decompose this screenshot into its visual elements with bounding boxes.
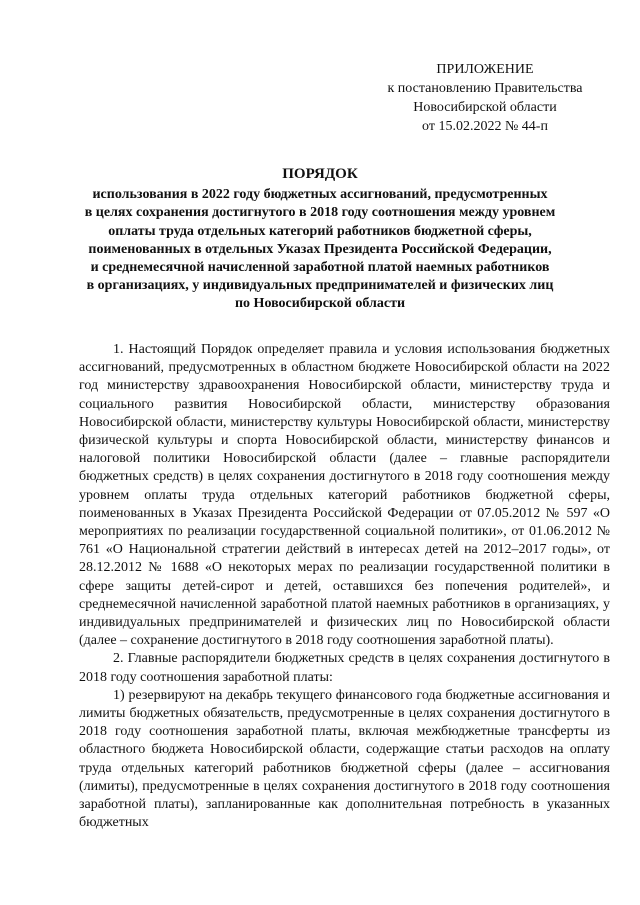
appendix-region: Новосибирской области (413, 100, 557, 115)
title-line-5: и среднемесячной начисленной заработной платой наемных работников (90, 260, 550, 276)
title-line-1: использования в 2022 году бюджетных ассигнований, предусмотренных (92, 187, 548, 203)
paragraph-2-item-1: 1) резервируют на декабрь текущего финансового года бюджетные ассигнования и лимиты бюджетных обязательств, предусмотренные в целях сохранения достигнутого в 2018 году соотношения заработной платы, включая межбюджетные трансферты из областного бюджета Новосибирской области, содержащие статьи расходов на оплату труда отдельных категорий работников бюджетной сферы (далее – ассигнования (лимиты), предусмотренные в целях сохранения достигнутого в 2018 году соотношения заработной платы), запланированные как дополнительная потребность в указанных бюджетных (79, 687, 610, 831)
title-line-7: по Новосибирской области (234, 296, 406, 312)
appendix-date-number: от 15.02.2022 № 44-п (422, 119, 548, 134)
title-line-3: оплаты труда отдельных категорий работников бюджетной сферы, (108, 223, 532, 239)
appendix-block (380, 60, 590, 136)
document-title (60, 165, 580, 314)
title-line-2: в целях сохранения достигнутого в 2018 году соотношения между уровнем (84, 205, 556, 221)
appendix-decree-ref: к постановлению Правительства (387, 81, 583, 96)
paragraph-2: 2. Главные распорядители бюджетных средств в целях сохранения достигнутого в 2018 году соотношения заработной платы: (79, 651, 610, 685)
title-line-6: в организациях, у индивидуальных предпринимателей и физических лиц (86, 278, 554, 294)
title-heading: ПОРЯДОК (282, 166, 358, 182)
title-line-4: поименованных в отдельных Указах Президента Российской Федерации, (88, 241, 552, 257)
document-body (79, 341, 610, 832)
appendix-label: ПРИЛОЖЕНИЕ (436, 62, 534, 77)
paragraph-1: 1. Настоящий Порядок определяет правила и условия использования бюджетных ассигнований, предусмотренных в областном бюджете Новосибирской области на 2022 год министерству здравоохранения Новосибирской области, министерству труда и социального развития Новосибирской области, министерству образования Новосибирской области, министерству культуры Новосибирской области, министерству физической культуры и спорта Новосибирской области, министерству финансов и налоговой политики Новосибирской области (далее – главные распорядители бюджетных средств) в целях сохранения достигнутого в 2018 году соотношения между уровнем оплаты труда отдельных категорий работников бюджетной сферы, поименованных в Указах Президента Российской Федерации от 07.05.2012 № 597 «О мероприятиях по реализации государственной социальной политики», от 01.06.2012 № 761 «О Национальной стратегии действий в интересах детей на 2012–2017 годы», от 28.12.2012 № 1688 «О некоторых мерах по реализации государственной политики в сфере защиты детей-сирот и детей, оставшихся без попечения родителей», и среднемесячной начисленной заработной платой наемных работников в организациях, у индивидуальных предпринимателей и физических лиц по Новосибирской области (далее – сохранение достигнутого в 2018 году соотношения заработной платы). (79, 342, 610, 649)
